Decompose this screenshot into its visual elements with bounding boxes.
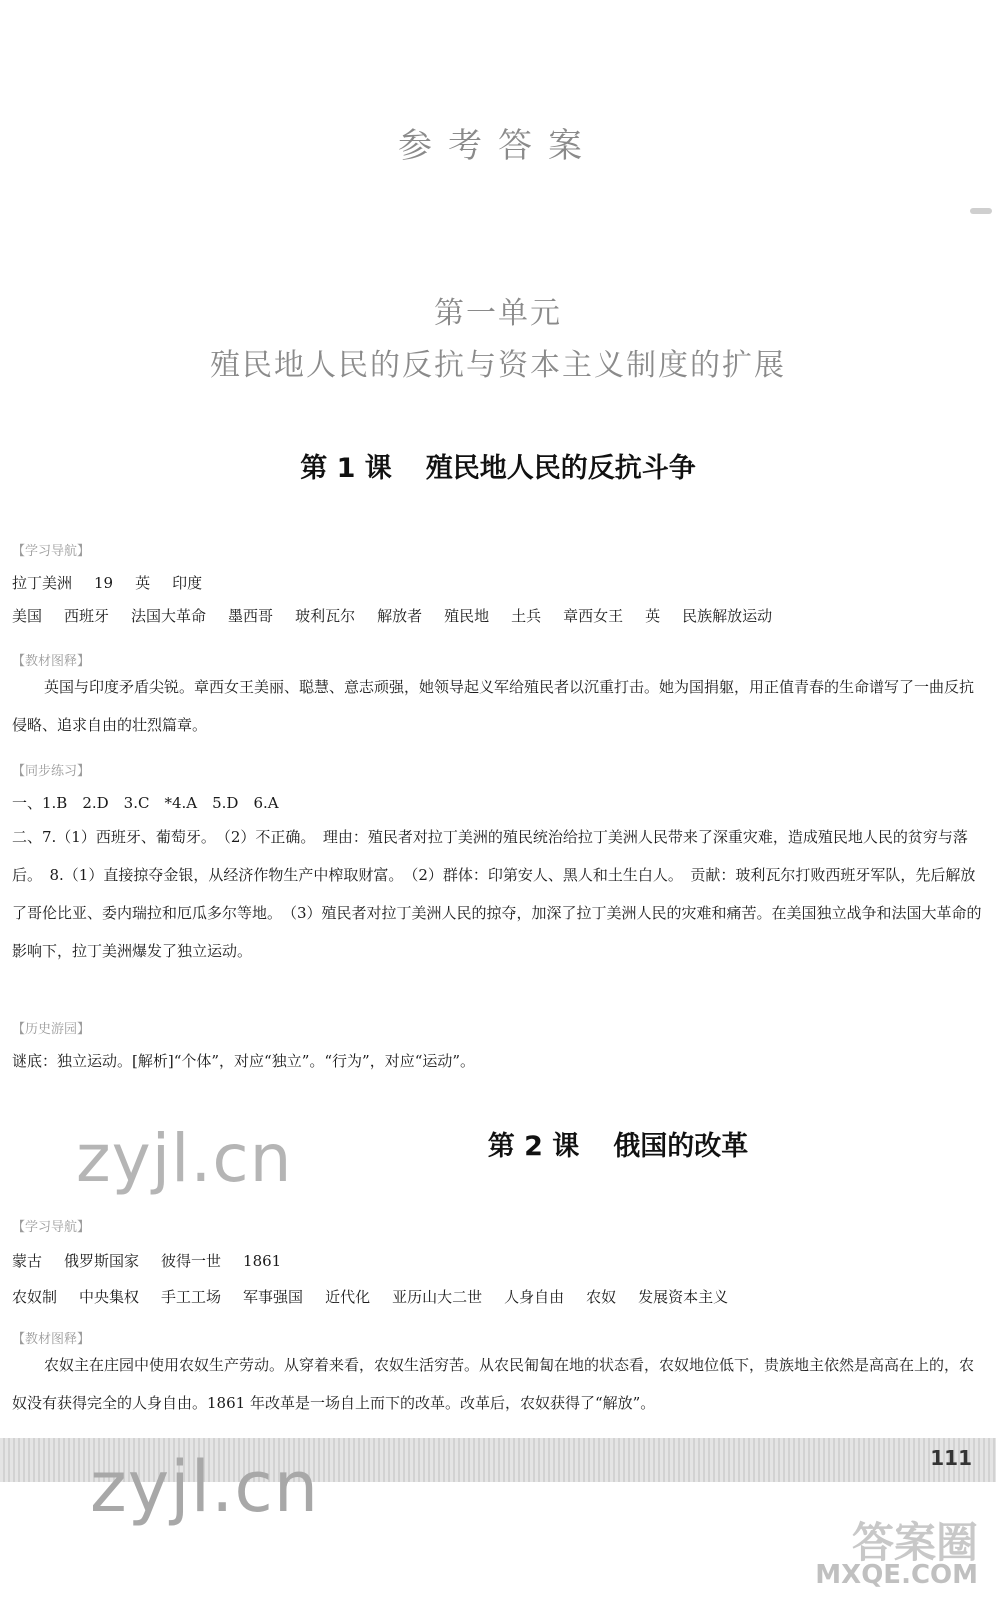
list-item: 法国大革命 xyxy=(131,607,207,625)
lesson-2-heading xyxy=(120,1124,996,1163)
lesson-2-number: 第 2 课 xyxy=(487,1131,580,1162)
lesson-1-name: 殖民地人民的反抗斗争 xyxy=(425,453,696,484)
list-item: 农奴 xyxy=(586,1288,617,1306)
list-item: 土兵 xyxy=(511,607,542,625)
lesson-1-practice-text: 二、7.（1）西班牙、葡萄牙。 （2）不正确。 理由：殖民者对拉丁美洲的殖民统治给拉丁美洲人民带来了深重灾难，造成殖民地人民的贫穷与落后。 8.（1）直接掠夺金银，从经济作物生产中榨取财富。 （2）群体：印第安人、黑人和土生白人。 贡献：玻利瓦尔打败西班牙军队，先后解放了哥伦比亚、委内瑞拉和厄瓜多尔等地。 （3）殖民者对拉丁美洲人民的掠夺，加深了拉丁美洲人民的灾难和痛苦。在美国独立战争和法国大革命的影响下，拉丁美洲爆发了独立运动。 xyxy=(12,828,982,960)
list-item: 1861 xyxy=(243,1252,282,1270)
list-item: 章西女王 xyxy=(563,607,624,625)
lesson-1-practice-label: 【同步练习】 xyxy=(12,764,91,779)
lesson-2-nav-row-1 xyxy=(12,1250,303,1271)
footer-watermark: zyjl.cn xyxy=(90,1446,320,1528)
watermark: zyjl.cn xyxy=(76,1120,293,1197)
list-item: 印度 xyxy=(172,574,203,592)
lesson-2-nav-label: 【学习导航】 xyxy=(12,1220,91,1235)
list-item: 殖民地 xyxy=(444,607,490,625)
list-item: 军事强国 xyxy=(243,1288,304,1306)
lesson-1-nav-label: 【学习导航】 xyxy=(12,544,91,559)
lesson-1-garden-label: 【历史游园】 xyxy=(12,1022,91,1037)
page-edge-mark xyxy=(970,208,992,214)
lesson-1-number: 第 1 课 xyxy=(300,453,392,484)
list-item: 彼得一世 xyxy=(161,1252,222,1270)
list-item: 英 xyxy=(135,574,151,592)
lesson-2-nav-row-2 xyxy=(12,1286,750,1307)
lesson-1-nav-row-2 xyxy=(12,605,794,626)
list-item: 俄罗斯国家 xyxy=(64,1252,140,1270)
list-item: 民族解放运动 xyxy=(682,607,773,625)
list-item: 蒙古 xyxy=(12,1252,43,1270)
list-item: 西班牙 xyxy=(64,607,110,625)
lesson-1-figure-label: 【教材图释】 xyxy=(12,654,91,669)
list-item: 拉丁美洲 xyxy=(12,574,73,592)
unit-label: 第一单元 xyxy=(434,296,562,331)
lesson-1-figure-text: 英国与印度矛盾尖锐。章西女王美丽、聪慧、意志顽强，她领导起义军给殖民者以沉重打击。她为国捐躯，用正值青春的生命谱写了一曲反抗侵略、追求自由的壮烈篇章。 xyxy=(12,678,975,734)
page-number: 111 xyxy=(930,1446,972,1470)
list-item: 亚历山大二世 xyxy=(392,1288,483,1306)
list-item: 19 xyxy=(94,574,114,592)
corner-logo: 答案圈 xyxy=(851,1518,978,1567)
list-item: 英 xyxy=(645,607,661,625)
list-item: 手工工场 xyxy=(161,1288,222,1306)
list-item: 近代化 xyxy=(325,1288,371,1306)
list-item: 发展资本主义 xyxy=(638,1288,729,1306)
list-item: 解放者 xyxy=(377,607,423,625)
list-item: 美国 xyxy=(12,607,43,625)
list-item: 玻利瓦尔 xyxy=(295,607,356,625)
corner-logo-url: MXQE.COM xyxy=(815,1560,978,1590)
list-item: 农奴制 xyxy=(12,1288,58,1306)
list-item: 中央集权 xyxy=(79,1288,140,1306)
lesson-1-garden-text: 谜底：独立运动。[解析]“个体”，对应“独立”。“行为”，对应“运动”。 xyxy=(12,1052,476,1070)
unit-title: 殖民地人民的反抗与资本主义制度的扩展 xyxy=(210,348,786,383)
lesson-2-figure-text: 农奴主在庄园中使用农奴生产劳动。从穿着来看，农奴生活穷苦。从农民匍匐在地的状态看，农奴地位低下，贵族地主依然是高高在上的，农奴没有获得完全的人身自由。1861 年改革是一场自上而下的改革。改革后，农奴获得了“解放”。 xyxy=(12,1356,975,1412)
lesson-1-nav-row-1 xyxy=(12,572,224,593)
lesson-2-figure-label: 【教材图释】 xyxy=(12,1332,91,1347)
lesson-1-practice-answers: 一、1.B 2.D 3.C *4.A 5.D 6.A xyxy=(12,794,279,812)
lesson-1-heading xyxy=(0,446,996,485)
list-item: 人身自由 xyxy=(504,1288,565,1306)
page-title: 参考答案 xyxy=(398,126,598,166)
list-item: 墨西哥 xyxy=(228,607,274,625)
lesson-2-name: 俄国的改革 xyxy=(613,1131,749,1162)
